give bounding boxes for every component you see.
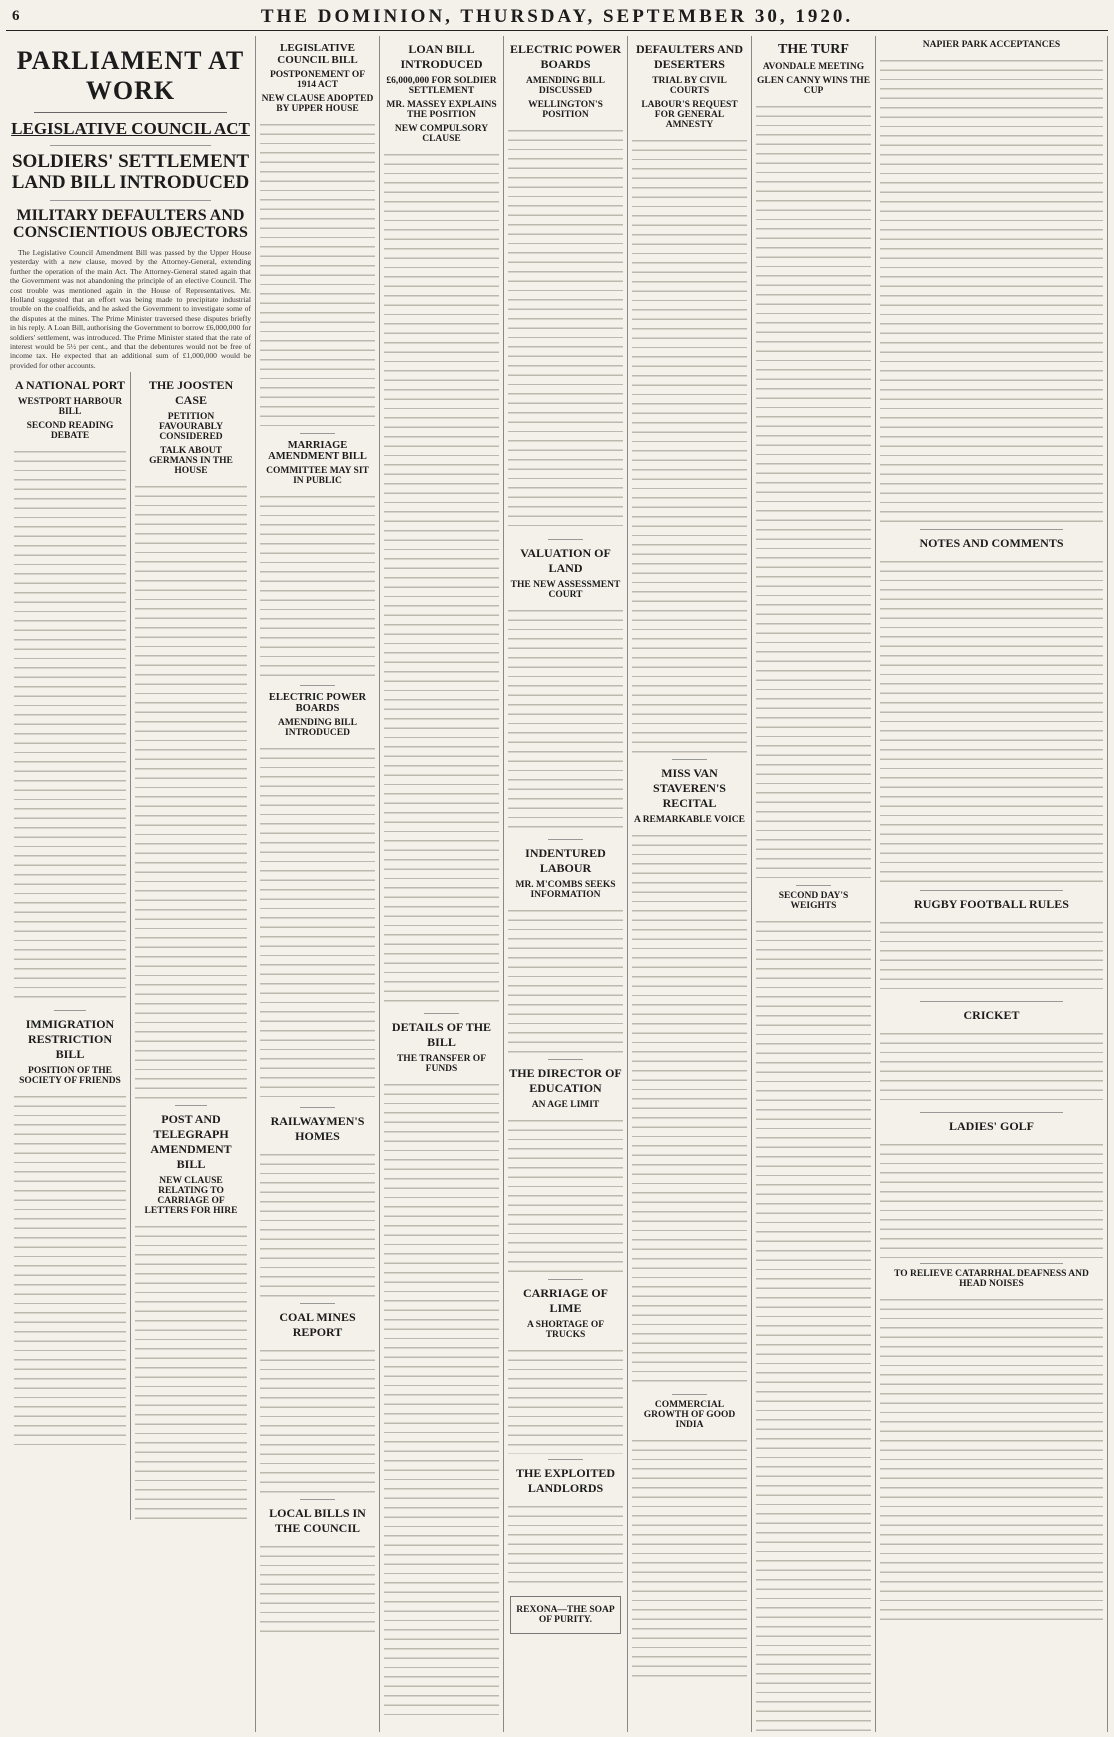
- headline-rugby: RUGBY FOOTBALL RULES: [914, 897, 1069, 911]
- headline-carriage-lime: CARRIAGE OF LIME: [522, 1286, 608, 1315]
- article-body-details: [384, 1078, 499, 1718]
- article-body-landlords: [508, 1500, 623, 1590]
- headline-talk-germans: TALK ABOUT GERMANS IN THE HOUSE: [149, 446, 233, 477]
- column-6: [752, 36, 876, 1732]
- article-body-indentured: [508, 904, 623, 1054]
- article-body-loan: [384, 148, 499, 1008]
- headline-age-limit: AN AGE LIMIT: [531, 1100, 600, 1110]
- headline-joosten: THE JOOSTEN CASE: [148, 378, 234, 408]
- article-body-council: [260, 118, 375, 428]
- headline-local-bills: LOCAL BILLS IN THE COUNCIL: [269, 1506, 366, 1535]
- article-body-rugby: [880, 916, 1103, 996]
- article-body-valuation: [508, 604, 623, 834]
- masthead: [6, 4, 1108, 31]
- article-body-post: [135, 1220, 247, 1520]
- article-body-defaulters: [632, 134, 747, 754]
- headline-details: DETAILS OF THE BILL: [391, 1020, 492, 1049]
- headline-national-port: A NATIONAL PORT: [14, 378, 126, 393]
- headline-glen-canny: GLEN CANNY WINS THE CUP: [756, 76, 871, 96]
- headline-avondale: AVONDALE MEETING: [762, 62, 865, 72]
- article-body-westport: [14, 445, 126, 1005]
- headline-electric: ELECTRIC POWER BOARDS: [268, 692, 367, 714]
- newspaper-title: THE DOMINION, THURSDAY, SEPTEMBER 30, 1920.: [260, 6, 854, 27]
- headline-second-day: SECOND DAY'S WEIGHTS: [778, 891, 849, 911]
- article-body-coal: [260, 1344, 375, 1494]
- headline-wellington: WELLINGTON'S POSITION: [528, 100, 603, 120]
- headline-coal-mines: COAL MINES REPORT: [279, 1310, 356, 1339]
- column-5: [628, 36, 752, 1732]
- column-2: [256, 36, 380, 1732]
- headline-society-friends: POSITION OF THE SOCIETY OF FRIENDS: [19, 1066, 121, 1087]
- headline-immigration: IMMIGRATION RESTRICTION BILL: [25, 1017, 115, 1062]
- column-7: [876, 36, 1108, 1732]
- headline-compulsory: NEW COMPULSORY CLAUSE: [394, 124, 489, 144]
- article-body-local: [260, 1540, 375, 1640]
- headline-massey: MR. MASSEY EXPLAINS THE POSITION: [386, 100, 497, 120]
- article-body-lime: [508, 1344, 623, 1454]
- article-body-commercial: [632, 1434, 747, 1684]
- column-1: [6, 36, 256, 1732]
- headline-landlords: THE EXPLOITED LANDLORDS: [515, 1466, 616, 1495]
- headline-railwaymen: RAILWAYMEN'S HOMES: [270, 1114, 365, 1143]
- article-body-railway: [260, 1148, 375, 1298]
- headline-power-boards: ELECTRIC POWER BOARDS: [509, 42, 622, 71]
- headline-voice: A REMARKABLE VOICE: [633, 815, 745, 825]
- headline-indentured: INDENTURED LABOUR: [525, 846, 606, 875]
- article-body-catarrh: [880, 1293, 1103, 1623]
- headline-assessment: THE NEW ASSESSMENT COURT: [510, 580, 621, 600]
- article-body-immigration: [14, 1090, 126, 1450]
- article-body-power: [508, 124, 623, 534]
- article-body-marriage: [260, 490, 375, 680]
- page-number: 6: [12, 8, 20, 24]
- headline-cricket: CRICKET: [963, 1008, 1020, 1022]
- headline-mcombs: MR. M'COMBS SEEKS INFORMATION: [515, 880, 616, 900]
- headline-soldiers-bill: SOLDIERS' SETTLEMENT LAND BILL INTRODUCED: [11, 151, 250, 193]
- article-body-notes: [880, 555, 1103, 885]
- headline-commercial: COMMERCIAL GROWTH OF GOOD INDIA: [643, 1400, 736, 1430]
- headline-legislative-act: LEGISLATIVE COUNCIL ACT: [11, 119, 250, 138]
- column-4: [504, 36, 628, 1732]
- headline-council-bill: LEGISLATIVE COUNCIL BILL: [277, 42, 358, 66]
- headline-loan-bill: LOAN BILL INTRODUCED: [400, 42, 483, 71]
- headline-amending-discussed: AMENDING BILL DISCUSSED: [526, 76, 605, 96]
- headline-turf: THE TURF: [778, 42, 849, 57]
- headline-amending-intro: AMENDING BILL INTRODUCED: [278, 718, 357, 738]
- article-body-joosten: [135, 480, 247, 1100]
- article-body-recital: [632, 829, 747, 1389]
- headline-marriage: MARRIAGE AMENDMENT BILL: [268, 440, 367, 462]
- headline-valuation: VALUATION OF LAND: [520, 546, 611, 575]
- headline-miss-van-staveren: MISS VAN STAVEREN'S RECITAL: [653, 766, 726, 810]
- article-body-golf: [880, 1138, 1103, 1258]
- article-intro: The Legislative Council Amendment Bill was passed by the Upper House yesterday with a new clause, moved by the Attorney-General, extending further the operation of the main Act. The Attorney-General stated again that the Government was not abandoning the principle of an elective Council. The cost trouble was mentioned again in the House of Representatives. Mr. Holland suggested that an effort was being made to precipitate industrial trouble on the coalfields, and he asked the Government to investigate some of the disputes at the mines. The Prime Minister traversed these disputes briefly in his reply. A Loan Bill, authorising the Government to borrow £6,000,000 for soldiers' settlement, was introduced. The Prime Minister stated that the rate of interest would be 5½ per cent., and that the debentures would not be free of income tax. He expected that an additional sum of £1,000,000 would be provided for other accounts.: [10, 247, 251, 370]
- headline-post-telegraph: POST AND TELEGRAPH AMENDMENT BILL: [150, 1112, 232, 1172]
- column-3: [380, 36, 504, 1732]
- headline-defaulters: DEFAULTERS AND DESERTERS: [635, 42, 744, 71]
- headline-labour: LABOUR'S REQUEST FOR GENERAL AMNESTY: [641, 100, 738, 130]
- headline-second-reading: SECOND READING DEBATE: [26, 421, 114, 442]
- headline-director: THE DIRECTOR OF EDUCATION: [509, 1066, 622, 1095]
- headline-trial: TRIAL BY CIVIL COURTS: [652, 76, 727, 96]
- headline-catarrh: TO RELIEVE CATARRHAL DEAFNESS AND HEAD NOISES: [894, 1269, 1089, 1289]
- headline-westport: WESTPORT HARBOUR BILL: [17, 397, 123, 418]
- headline-postponement: POSTPONEMENT OF 1914 ACT: [269, 70, 366, 90]
- article-body-director: [508, 1114, 623, 1274]
- ad-rexona-title: REXONA—THE SOAP OF PURITY.: [516, 1605, 615, 1625]
- headline-military: MILITARY DEFAULTERS AND CONSCIENTIOUS OBJECTORS: [13, 206, 248, 242]
- article-body-napier: [880, 54, 1103, 524]
- headline-petition: PETITION FAVOURABLY CONSIDERED: [158, 412, 224, 443]
- headline-transfer: THE TRANSFER OF FUNDS: [396, 1054, 487, 1074]
- headline-clause-adopted: NEW CLAUSE ADOPTED BY UPPER HOUSE: [261, 94, 374, 114]
- article-body-weights: [756, 915, 871, 1732]
- article-body-cricket: [880, 1027, 1103, 1107]
- headline-notes: NOTES AND COMMENTS: [919, 536, 1064, 550]
- sub-columns: [10, 372, 251, 1520]
- headline-six-million: £6,000,000 FOR SOLDIER SETTLEMENT: [386, 76, 497, 96]
- headline-committee: COMMITTEE MAY SIT IN PUBLIC: [266, 466, 369, 486]
- advertisement-rexona: [510, 1596, 621, 1634]
- banner-headline: PARLIAMENT AT WORK: [16, 46, 245, 105]
- headline-shortage: A SHORTAGE OF TRUCKS: [526, 1320, 605, 1340]
- headline-napier: NAPIER PARK ACCEPTANCES: [922, 40, 1061, 50]
- article-body-avondale: [756, 100, 871, 880]
- headline-ladies-golf: LADIES' GOLF: [948, 1119, 1035, 1133]
- article-body-electric: [260, 742, 375, 1102]
- headline-new-clause-letters: NEW CLAUSE RELATING TO CARRIAGE OF LETTERS FOR HIRE: [144, 1176, 238, 1217]
